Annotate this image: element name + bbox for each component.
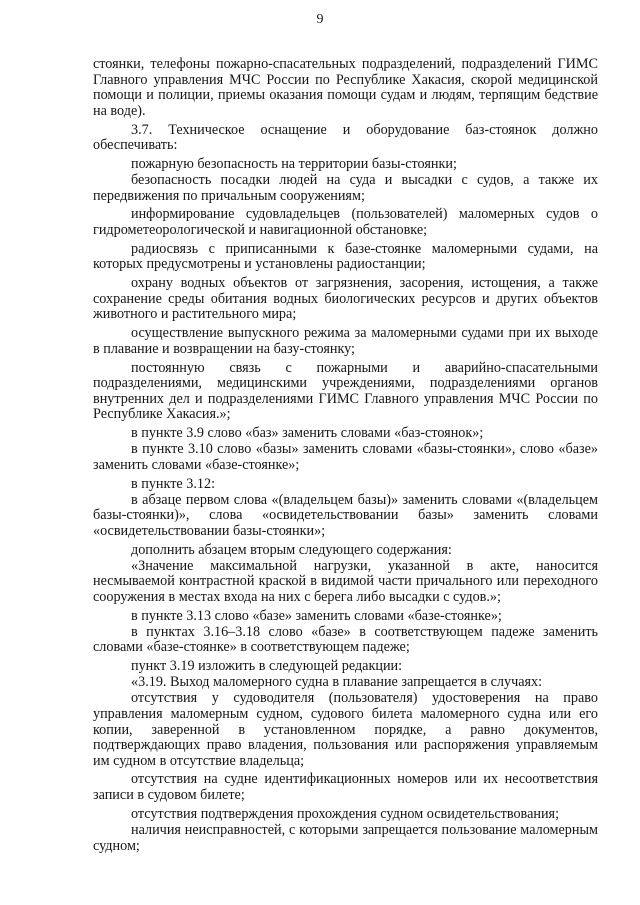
paragraph-3-12-first-amendment: в абзаце первом слова «(владельцем базы)» заменить словами «(владельцем базы-стоянки)», слова «освидетельствовании базы» заменить словами «освидетельствовании базы-стоянки»;: [93, 491, 598, 539]
paragraph-3-19-new-wording: пункт 3.19 изложить в следующей редакции:: [131, 658, 403, 675]
paragraph-radio-communication: радиосвязь с приписанными к базе-стоянке маломерными судами, на которых предусмотрены и установлены радиостанции;: [93, 240, 598, 273]
paragraph-malfunctions: наличия неисправностей, с которыми запрещается пользование маломерным судном;: [93, 821, 598, 854]
paragraph-3-16-3-18-amendment: в пунктах 3.16–3.18 слово «базе» в соответствующем падеже заменить словами «базе-стоянке» в соответствующем падеже;: [93, 623, 598, 656]
paragraph-weather-information: информирование судовладельцев (пользователей) маломерных судов о гидрометеорологической и навигационной обстановке;: [93, 206, 598, 238]
paragraph-3-10-amendment: в пункте 3.10 слово «базы» заменить словами «базы-стоянки», слово «базе» заменить словами «базе-стоянке»;: [93, 441, 598, 473]
paragraph-3-19-heading: «3.19. Выход маломерного судна в плавание запрещается в случаях:: [131, 674, 543, 691]
paragraph-permanent-communication: постоянную связь с пожарными и аварийно-спасательными подразделениями, медицинскими учреждениями, подразделениями органов внутренних дел и подразделениями ГИМС Главного управления МЧС России по Республике Хакасия.»;: [93, 359, 598, 423]
paragraph-water-protection: охрану водных объектов от загрязнения, засорения, истощения, а также сохранение среды обитания водных биологических ресурсов и других объектов животного и растительного мира;: [93, 275, 598, 323]
paragraph-3-13-amendment: в пункте 3.13 слово «базе» заменить словами «базе-стоянке»;: [131, 607, 502, 624]
page-number: 9: [316, 12, 324, 27]
paragraph-3-7-heading: 3.7. Техническое оснащение и оборудование баз-стоянок должно обеспечивать:: [93, 121, 598, 154]
paragraph-fire-safety: пожарную безопасность на территории базы-стоянки;: [131, 155, 457, 172]
paragraph-no-inspection: отсутствия подтверждения прохождения судном освидетельствования;: [131, 805, 560, 822]
paragraph-boarding-safety: безопасность посадки людей на суда и высадки с судов, а также их передвижения по причальным сооружениям;: [93, 172, 598, 204]
paragraph-no-license: отсутствия у судоводителя (пользователя) удостоверения на право управления маломерным судном, судового билета маломерного судна или его копии, заверенной в установленном порядке, а равно документов, подтверждающих право владения, пользования или распоряжения управляемым им судном в отсутствие владельца;: [93, 690, 598, 769]
paragraph-add-second-abzats: дополнить абзацем вторым следующего содержания:: [131, 541, 452, 558]
paragraph-3-9-amendment: в пункте 3.9 слово «баз» заменить словами «баз-стоянок»;: [131, 425, 484, 442]
paragraph-3-12-heading: в пункте 3.12:: [131, 475, 216, 492]
paragraph-exit-control: осуществление выпускного режима за маломерными судами при их выходе в плавание и возвращении на базу-стоянку;: [93, 325, 598, 357]
paragraph-phones-continuation: стоянки, телефоны пожарно-спасательных подразделений, подразделений ГИМС Главного управления МЧС России по Республике Хакасия, скорой медицинской помощи и полиции, приемы оказания помощи судам и людям, терпящим бедствие на воде).: [93, 56, 598, 119]
document-body: [93, 57, 598, 857]
paragraph-no-identification-numbers: отсутствия на судне идентификационных номеров или их несоответствия записи в судовом билете;: [93, 771, 598, 804]
paragraph-max-load-quote: «Значение максимальной нагрузки, указанной в акте, наносится несмываемой контрастной краской в видимой части причального или переходного сооружения в местах входа на них с берега либо высадки с судов.»;: [93, 557, 598, 605]
